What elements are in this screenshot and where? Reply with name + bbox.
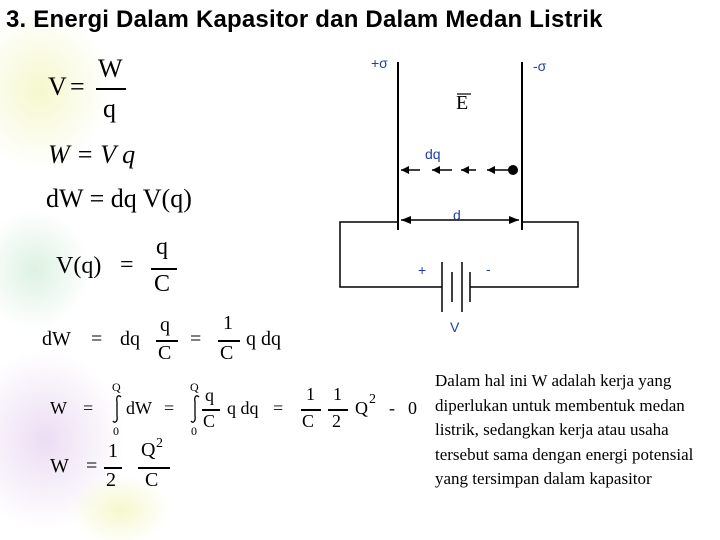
field-label: E: [456, 92, 469, 114]
eq7-f2-exponent: 2: [156, 436, 163, 451]
eq5-frac1-num: q: [160, 314, 170, 336]
eq6-int2-lower: 0: [191, 424, 197, 438]
eq6-f2-num: 1: [333, 384, 342, 404]
eq7-lhs: W: [50, 455, 69, 477]
eq6-zero: 0: [408, 398, 417, 418]
eq2-text: W = V q: [48, 140, 136, 169]
distance-arrowhead-right: [509, 216, 519, 224]
eq7-equals: =: [86, 455, 98, 477]
eq5-equals-2: =: [190, 328, 202, 350]
eq5-frac2-num: 1: [223, 312, 233, 334]
eq5-frac2-den: C: [220, 342, 234, 364]
eq6-frac-num: q: [205, 385, 214, 405]
dq-arrowhead-middle: [432, 166, 440, 174]
eq7-f2-num: Q: [141, 439, 156, 461]
eq6-int1-body: dW: [126, 398, 152, 418]
eq1-numerator: W: [98, 54, 123, 83]
eq5-lhs: dW: [42, 328, 71, 350]
eq6-frac-den: C: [203, 411, 216, 431]
eq1-denominator: q: [103, 94, 116, 123]
eq5-tail: q dq: [246, 328, 281, 350]
eq6-f1-num: 1: [306, 384, 315, 404]
eq1-equals: =: [70, 72, 85, 101]
eq4-denominator: C: [154, 271, 171, 297]
eq6-int1-lower: 0: [113, 424, 119, 438]
eq7-f2-den: C: [145, 469, 159, 491]
plus-sigma-label: +σ: [371, 55, 388, 71]
battery-plus-label: +: [418, 262, 427, 278]
charge-dot: [508, 165, 518, 175]
eq4-equals: =: [120, 252, 134, 278]
eq4-lhs: V(q): [56, 253, 102, 279]
dq-arrowhead-left: [401, 166, 409, 174]
dq-label: dq: [425, 146, 441, 162]
eq6-equals-1: =: [83, 398, 94, 418]
eq6-minus: -: [389, 398, 395, 418]
eq1-lhs: V: [48, 72, 67, 101]
slide-title: 3. Energi Dalam Kapasitor dan Dalam Medan Listrik: [6, 6, 603, 33]
eq3-text: dW = dq V(q): [46, 184, 192, 213]
eq6-int2-upper: Q: [190, 380, 199, 394]
voltage-label: V: [450, 319, 460, 335]
eq6-int1-upper: Q: [112, 380, 121, 394]
eq6-equals-3: =: [273, 398, 284, 418]
dq-arrowhead-center: [461, 166, 469, 174]
eq6-f2-den: 2: [332, 411, 341, 431]
eq4-numerator: q: [156, 234, 168, 260]
eq5-frac1-den: C: [158, 342, 172, 364]
distance-label: d: [453, 207, 461, 223]
minus-sigma-label: -σ: [533, 58, 547, 74]
battery-minus-label: -: [486, 261, 491, 277]
left-wire: [340, 222, 442, 287]
eq6-tail: q dq: [227, 398, 259, 418]
eq6-equals-2: =: [164, 398, 175, 418]
eq6-exponent: 2: [369, 392, 376, 407]
dq-arrowhead-right: [487, 166, 495, 174]
eq6-f1-den: C: [302, 411, 315, 431]
eq5-equals-1: =: [91, 328, 103, 350]
eq6-q-symbol: Q: [355, 398, 368, 418]
description-text: Dalam hal ini W adalah kerja yang diperlukan untuk membentuk medan listrik, sedangkan kerja atau usaha tersebut sama dengan energi potensial yang tersimpan dalam kapasitor: [435, 371, 694, 488]
distance-arrowhead-left: [401, 216, 411, 224]
right-wire: [470, 222, 578, 287]
eq6-lhs: W: [50, 398, 67, 418]
eq7-f1-den: 2: [106, 469, 116, 491]
eq7-f1-num: 1: [108, 440, 118, 462]
eq5-dq: dq: [120, 328, 140, 350]
